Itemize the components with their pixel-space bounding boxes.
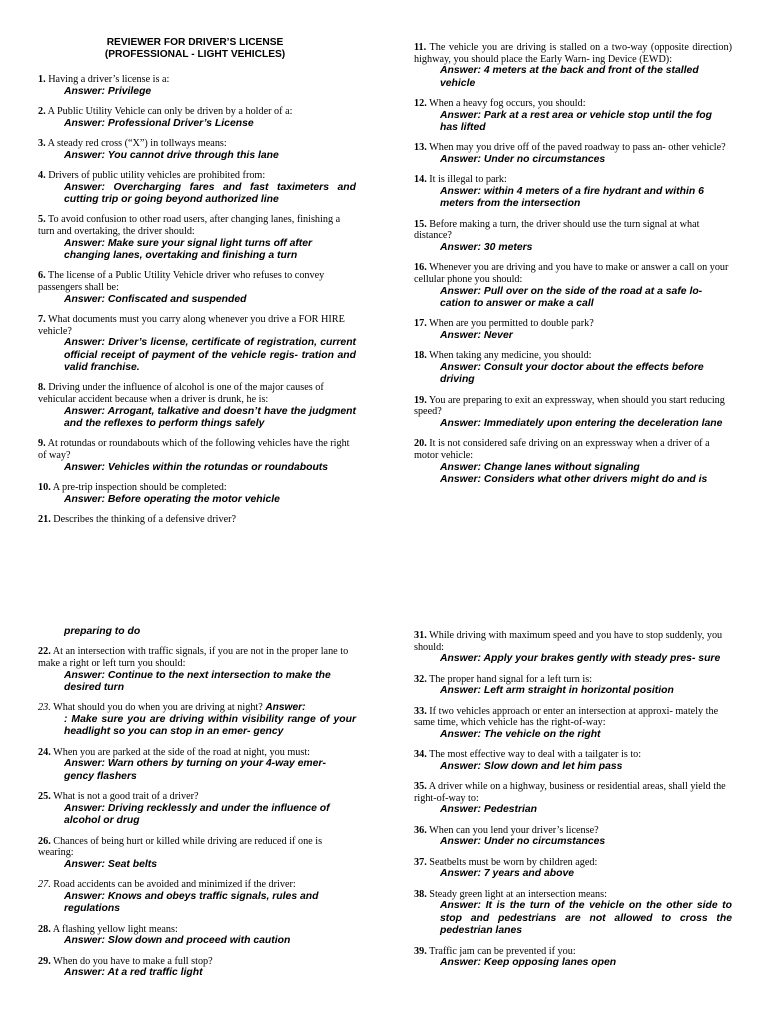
question-1: 1. Having a driver’s license is a: Answer: Privilege [38, 74, 170, 97]
question-15: 15. Before making a turn, the driver should use the turn signal at what distance? Answer: 30 meters [414, 218, 700, 253]
question-18: 18. When taking any medicine, you should: Answer: Consult your doctor about the effects before driving [414, 350, 704, 386]
question-4: 4. Drivers of public utility vehicles are prohibited from: Answer: Overcharging fares and fast taximeters and cutting trip or going beyond authorized line [38, 170, 356, 205]
question-28: 28. A flashing yellow light means: Answer: Slow down and proceed with caution [38, 923, 291, 947]
question-20: 20. It is not considered safe driving on an expressway when a driver of a motor vehicle: Answer: Change lanes without signaling Answer: Considers what other drivers might do and is [414, 438, 732, 486]
question-5: 5. To avoid confusion to other road users, after changing lanes, finishing a turn and overtaking, the driver should: Answer: Make sure your signal light turns off after changing lanes, overtaking and finishing a turn [38, 214, 341, 261]
question-35: 35. A driver while on a highway, business or residential areas, shall yield the right-of-way to: Answer: Pedestrian [414, 781, 726, 816]
column-bottom-right [414, 630, 732, 978]
question-17: 17. When are you permitted to double park? Answer: Never [414, 318, 594, 341]
question-19: 19. You are preparing to exit an expressway, when should you start reducing speed? Answer: Immediately upon entering the deceleration lane [414, 394, 725, 429]
document-title [40, 37, 350, 61]
question-25: 25. What is not a good trait of a driver? Answer: Driving recklessly and under the influence of alcohol or drug [38, 791, 330, 827]
column-top-right [414, 42, 732, 494]
question-9: 9. At rotundas or roundabouts which of the following vehicles have the right of way? Answer: Vehicles within the rotundas or roundabouts [38, 438, 350, 473]
question-39: 39. Traffic jam can be prevented if you: Answer: Keep opposing lanes open [414, 945, 617, 969]
question-27: 27. Road accidents can be avoided and minimized if the driver: Answer: Knows and obeys traffic signals, rules and regulations [38, 879, 319, 915]
question-38: 38. Steady green light at an intersection means: Answer: It is the turn of the vehicle on the other side to stop and pedestrians are not allowed to cross the pedestrian lanes [414, 888, 732, 937]
question-8: 8. Driving under the influence of alcohol is one of the major causes of vehicular accident because when a driver is drunk, he is: Answer: Arrogant, talkative and doesn’t have the judgment and the reflexes to perform things safely [38, 382, 356, 429]
question-2: 2. A Public Utility Vehicle can only be driven by a holder of a: Answer: Professional Driver’s License [38, 106, 293, 129]
question-6: 6. The license of a Public Utility Vehicle driver who refuses to convey passengers shall be: Answer: Confiscated and suspended [38, 270, 325, 305]
question-33: 33. If two vehicles approach or enter an intersection at approxi- mately the same time, which vehicle has the right-of-way: Answer: The vehicle on the right [414, 705, 719, 740]
question-14: 14. It is illegal to park: Answer: within 4 meters of a fire hydrant and within 6 meters from the intersection [414, 174, 704, 210]
question-32: 32. The proper hand signal for a left turn is: Answer: Left arm straight in horizontal position [414, 673, 674, 697]
question-36: 36. When can you lend your driver’s license? Answer: Under no circumstances [414, 824, 606, 848]
question-29: 29. When do you have to make a full stop? Answer: At a red traffic light [38, 955, 213, 979]
question-23: 23. What should you do when you are driving at night? Answer: : Make sure you are driving within visibility range of your headlight so you can stop in an emer- gency [38, 702, 356, 738]
question-37: 37. Seatbelts must be worn by children aged: Answer: 7 years and above [414, 856, 598, 880]
question-13: 13. When may you drive off of the paved roadway to pass an- other vehicle? Answer: Under no circumstances [414, 142, 726, 165]
question-31: 31. While driving with maximum speed and you have to stop suddenly, you should: Answer: Apply your brakes gently with steady pres- sure [414, 630, 723, 665]
question-16: 16. Whenever you are driving and you have to make or answer a call on your cellular phone you should: Answer: Pull over on the side of the road at a safe lo- cation to answer or make a call [414, 262, 729, 309]
question-3: 3. A steady red cross (“X”) in tollways means: Answer: You cannot drive through this lane [38, 138, 279, 161]
column-bottom-left [38, 626, 356, 988]
question-21-continued: preparing to do [64, 626, 141, 637]
question-34: 34. The most effective way to deal with a tailgater is to: Answer: Slow down and let him pass [414, 749, 642, 772]
question-22: 22. At an intersection with traffic signals, if you are not in the proper lane to make a right or left turn you should: Answer: Continue to the next intersection to make the desired turn [38, 646, 349, 693]
question-11: 11. The vehicle you are driving is stalled on a two-way (opposite direction) highway, you should place the Early Warn- ing Device (EWD): Answer: 4 meters at the back and front of the stalled vehicle [414, 42, 732, 89]
question-21-answer: Answer: Considers what other drivers might do and is [440, 474, 708, 485]
question-7: 7. What documents must you carry along whenever you drive a FOR HIRE vehicle? Answer: Driver’s license, certificate of registration, current official receipt of payment of the vehicle regis- tration and valid franchise. [38, 314, 356, 373]
question-12: 12. When a heavy fog occurs, you should: Answer: Park at a rest area or vehicle stop until the fog has lifted [414, 98, 712, 133]
question-21: 21. Describes the thinking of a defensive driver? [38, 514, 237, 525]
question-10: 10. A pre-trip inspection should be completed: Answer: Before operating the motor vehicle [38, 482, 280, 505]
question-26: 26. Chances of being hurt or killed while driving are reduced if one is wearing: Answer: Seat belts [38, 835, 323, 870]
question-24: 24. When you are parked at the side of the road at night, you must: Answer: Warn others by turning on your 4-way emer- gency flashers [38, 746, 326, 782]
title-line-2: (PROFESSIONAL - LIGHT VEHICLES) [104, 49, 286, 60]
column-top-left [38, 74, 356, 534]
title-line-1: REVIEWER FOR DRIVER’S LICENSE [106, 37, 284, 48]
